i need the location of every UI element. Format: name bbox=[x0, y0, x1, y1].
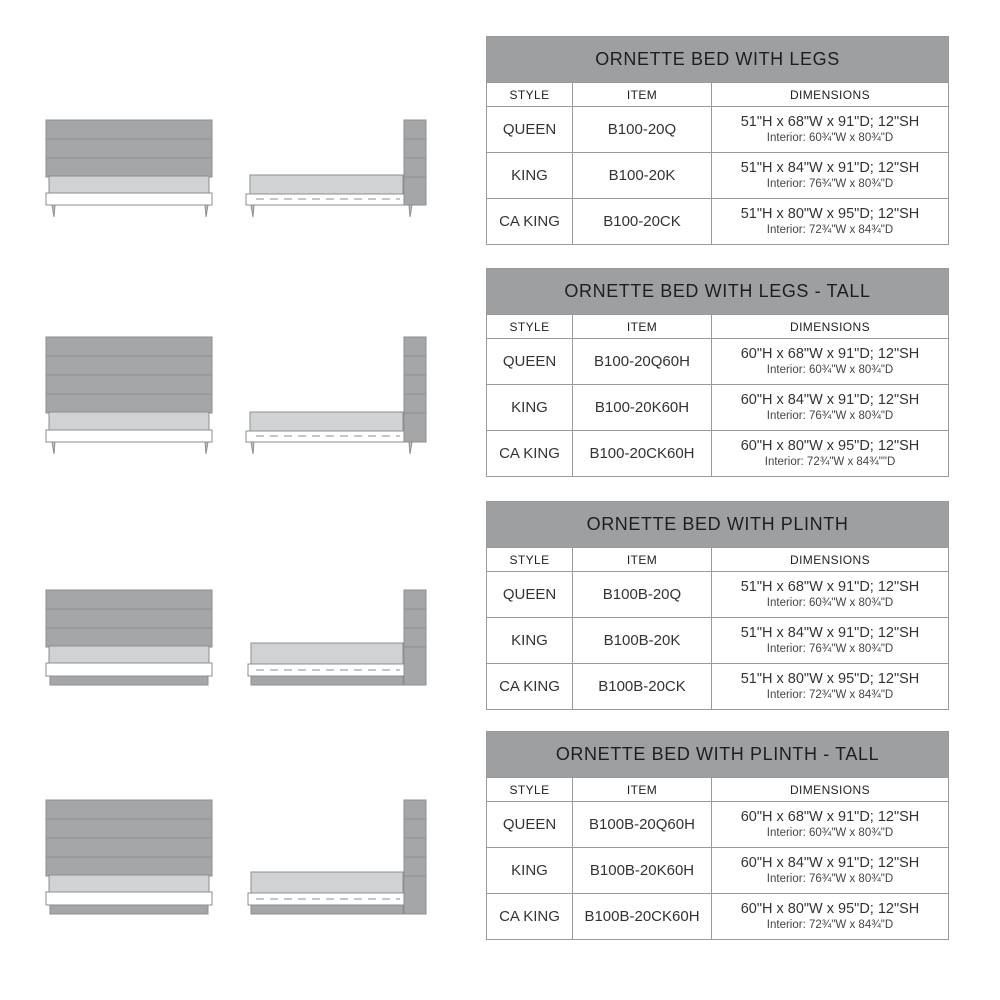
table-row bbox=[487, 431, 949, 477]
dimensions-cell bbox=[712, 431, 949, 477]
style-cell: QUEEN bbox=[487, 572, 573, 618]
header-item: ITEM bbox=[573, 778, 712, 802]
interior-text: Interior: 60¾"W x 80¾"D bbox=[766, 596, 894, 609]
interior-text: Interior: 72¾"W x 84¾"D bbox=[766, 918, 894, 931]
bed-drawing-plinth-tall bbox=[0, 731, 460, 961]
style-cell: KING bbox=[487, 618, 573, 664]
dimensions-cell bbox=[712, 894, 949, 940]
table-title: ORNETTE BED WITH PLINTH bbox=[487, 502, 949, 548]
item-cell: B100-20K60H bbox=[573, 385, 712, 431]
table-row bbox=[487, 802, 949, 848]
item-cell: B100B-20CK60H bbox=[573, 894, 712, 940]
front-view-legs-tall bbox=[46, 337, 212, 454]
item-cell: B100-20CK60H bbox=[573, 431, 712, 477]
item-cell: B100-20Q60H bbox=[573, 339, 712, 385]
front-view-plinth bbox=[46, 590, 212, 685]
header-item: ITEM bbox=[573, 83, 712, 107]
dimensions-text: 51"H x 68"W x 91"D; 12"SH bbox=[740, 578, 920, 595]
style-cell: CA KING bbox=[487, 664, 573, 710]
style-cell: CA KING bbox=[487, 894, 573, 940]
interior-text: Interior: 76¾"W x 80¾"D bbox=[766, 177, 894, 190]
dimensions-cell bbox=[712, 107, 949, 153]
side-view-legs bbox=[246, 120, 426, 217]
item-cell: B100-20K bbox=[573, 153, 712, 199]
header-dimensions: DIMENSIONS bbox=[712, 778, 949, 802]
style-cell: KING bbox=[487, 153, 573, 199]
style-cell: KING bbox=[487, 385, 573, 431]
header-style: STYLE bbox=[487, 315, 573, 339]
table-row bbox=[487, 664, 949, 710]
table-title: ORNETTE BED WITH PLINTH - TALL bbox=[487, 732, 949, 778]
interior-text: Interior: 60¾"W x 80¾"D bbox=[766, 131, 894, 144]
dimensions-cell bbox=[712, 385, 949, 431]
table-row bbox=[487, 199, 949, 245]
header-style: STYLE bbox=[487, 83, 573, 107]
dimensions-text: 51"H x 84"W x 91"D; 12"SH bbox=[740, 159, 920, 176]
side-view-legs-tall bbox=[246, 337, 426, 454]
item-cell: B100-20Q bbox=[573, 107, 712, 153]
dimensions-cell bbox=[712, 339, 949, 385]
item-cell: B100B-20CK bbox=[573, 664, 712, 710]
style-cell: KING bbox=[487, 848, 573, 894]
dimensions-cell bbox=[712, 664, 949, 710]
interior-text: Interior: 76¾"W x 80¾"D bbox=[766, 409, 894, 422]
bed-drawing-legs bbox=[0, 36, 460, 266]
header-item: ITEM bbox=[573, 548, 712, 572]
interior-text: Interior: 72¾"W x 84¾"D bbox=[766, 223, 894, 236]
item-cell: B100B-20K bbox=[573, 618, 712, 664]
spec-table-legs-tall bbox=[486, 268, 949, 477]
interior-text: Interior: 76¾"W x 80¾"D bbox=[766, 872, 894, 885]
header-style: STYLE bbox=[487, 548, 573, 572]
table-title: ORNETTE BED WITH LEGS bbox=[487, 37, 949, 83]
table-title: ORNETTE BED WITH LEGS - TALL bbox=[487, 269, 949, 315]
interior-text: Interior: 72¾"W x 84¾""D bbox=[764, 455, 896, 468]
dimensions-text: 60"H x 68"W x 91"D; 12"SH bbox=[740, 808, 920, 825]
dimensions-cell bbox=[712, 848, 949, 894]
item-cell: B100B-20Q bbox=[573, 572, 712, 618]
style-cell: QUEEN bbox=[487, 339, 573, 385]
bed-drawing-legs-tall bbox=[0, 268, 460, 498]
dimensions-cell bbox=[712, 199, 949, 245]
dimensions-cell bbox=[712, 153, 949, 199]
table-row bbox=[487, 385, 949, 431]
side-view-plinth-tall bbox=[248, 800, 426, 914]
style-cell: QUEEN bbox=[487, 802, 573, 848]
dimensions-text: 60"H x 84"W x 91"D; 12"SH bbox=[740, 854, 920, 871]
item-cell: B100B-20K60H bbox=[573, 848, 712, 894]
dimensions-cell bbox=[712, 802, 949, 848]
dimensions-text: 51"H x 84"W x 91"D; 12"SH bbox=[740, 624, 920, 641]
spec-table-legs bbox=[486, 36, 949, 245]
interior-text: Interior: 76¾"W x 80¾"D bbox=[766, 642, 894, 655]
dimensions-cell bbox=[712, 618, 949, 664]
header-dimensions: DIMENSIONS bbox=[712, 548, 949, 572]
table-row bbox=[487, 107, 949, 153]
front-view-plinth-tall bbox=[46, 800, 212, 914]
interior-text: Interior: 60¾"W x 80¾"D bbox=[766, 826, 894, 839]
dimensions-text: 60"H x 84"W x 91"D; 12"SH bbox=[740, 391, 920, 408]
style-cell: CA KING bbox=[487, 431, 573, 477]
style-cell: CA KING bbox=[487, 199, 573, 245]
table-row bbox=[487, 848, 949, 894]
item-cell: B100-20CK bbox=[573, 199, 712, 245]
header-item: ITEM bbox=[573, 315, 712, 339]
header-dimensions: DIMENSIONS bbox=[712, 83, 949, 107]
table-row bbox=[487, 153, 949, 199]
spec-table-plinth bbox=[486, 501, 949, 710]
item-cell: B100B-20Q60H bbox=[573, 802, 712, 848]
table-row bbox=[487, 618, 949, 664]
dimensions-cell bbox=[712, 572, 949, 618]
front-view-legs bbox=[46, 120, 212, 217]
dimensions-text: 60"H x 80"W x 95"D; 12"SH bbox=[740, 900, 920, 917]
interior-text: Interior: 72¾"W x 84¾"D bbox=[766, 688, 894, 701]
dimensions-text: 60"H x 68"W x 91"D; 12"SH bbox=[740, 345, 920, 362]
spec-table-plinth-tall bbox=[486, 731, 949, 940]
style-cell: QUEEN bbox=[487, 107, 573, 153]
table-row bbox=[487, 339, 949, 385]
dimensions-text: 60"H x 80"W x 95"D; 12"SH bbox=[740, 437, 920, 454]
dimensions-text: 51"H x 80"W x 95"D; 12"SH bbox=[740, 205, 920, 222]
dimensions-text: 51"H x 68"W x 91"D; 12"SH bbox=[740, 113, 920, 130]
interior-text: Interior: 60¾"W x 80¾"D bbox=[766, 363, 894, 376]
side-view-plinth bbox=[248, 590, 426, 685]
table-row bbox=[487, 572, 949, 618]
dimensions-text: 51"H x 80"W x 95"D; 12"SH bbox=[740, 670, 920, 687]
table-row bbox=[487, 894, 949, 940]
header-dimensions: DIMENSIONS bbox=[712, 315, 949, 339]
bed-drawing-plinth bbox=[0, 501, 460, 731]
header-style: STYLE bbox=[487, 778, 573, 802]
